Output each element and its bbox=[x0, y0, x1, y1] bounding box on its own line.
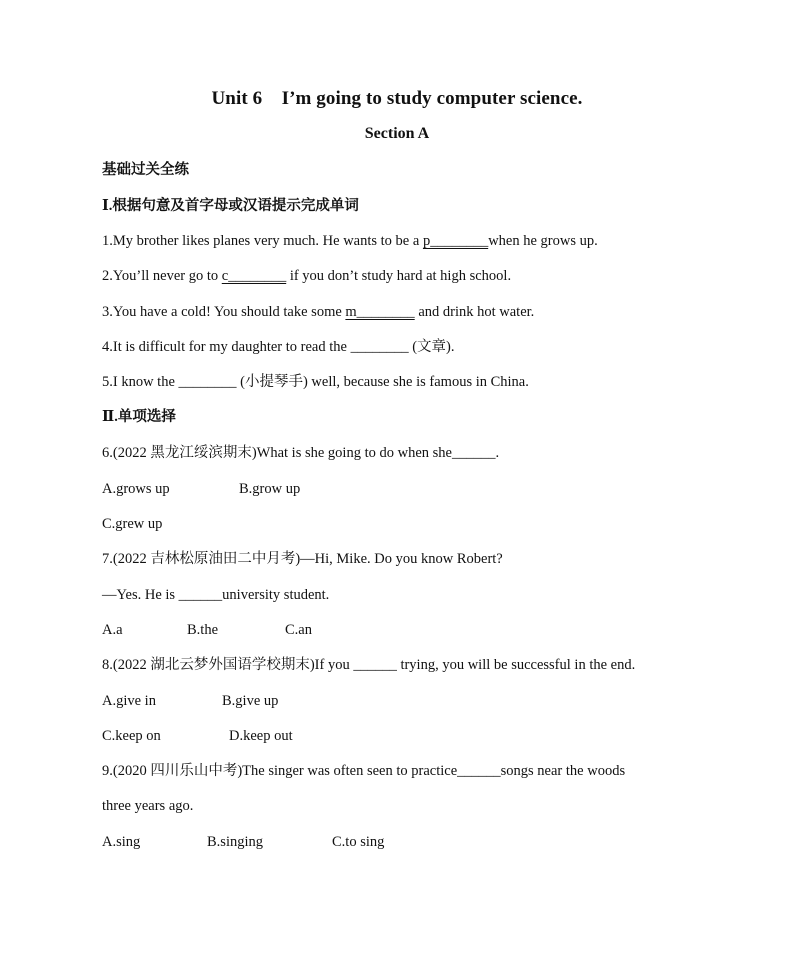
question-2 bbox=[102, 266, 511, 286]
question-text: and drink hot water. bbox=[414, 304, 535, 320]
q9-option-a: A.sing bbox=[102, 834, 141, 850]
q6-option-c: C.grew up bbox=[102, 516, 163, 532]
question-text: 3.You have a cold! You should take some bbox=[102, 304, 346, 320]
q8-option-d: D.keep out bbox=[229, 728, 293, 744]
q7-option-a: A.a bbox=[102, 622, 123, 638]
question-text: when he grows up. bbox=[488, 233, 598, 249]
exercise-heading: 基础过关全练 bbox=[102, 162, 189, 178]
q8-option-a: A.give in bbox=[102, 693, 156, 709]
question-3 bbox=[102, 302, 534, 322]
question-text: 1.My brother likes planes very much. He wants to be a bbox=[102, 233, 423, 249]
question-text: if you don’t study hard at high school. bbox=[286, 268, 512, 284]
q7-option-c: C.an bbox=[285, 622, 312, 638]
unit-title: Unit 6 I’m going to study computer science. bbox=[211, 88, 583, 109]
question-5: 5.I know the ________ (小提琴手) well, because she is famous in China. bbox=[102, 374, 529, 390]
question-4: 4.It is difficult for my daughter to read the ________ (文章). bbox=[102, 339, 455, 355]
question-6: 6.(2022 黑龙江绥滨期末)What is she going to do when she______. bbox=[102, 445, 500, 461]
q8-option-c: C.keep on bbox=[102, 728, 161, 744]
q9-option-c: C.to sing bbox=[332, 834, 385, 850]
q7-option-b: B.the bbox=[187, 622, 219, 638]
question-9-continued: three years ago. bbox=[102, 798, 194, 814]
answer-blank: m________ bbox=[345, 304, 415, 320]
answer-blank: p________ bbox=[422, 233, 489, 249]
part1-title: Ⅰ.根据句意及首字母或汉语提示完成单词 bbox=[102, 198, 359, 214]
question-8: 8.(2022 湖北云梦外国语学校期末)If you ______ trying, you will be successful in the end. bbox=[102, 657, 636, 673]
part2-title: Ⅱ.单项选择 bbox=[102, 409, 176, 425]
question-7-response: —Yes. He is ______university student. bbox=[102, 587, 330, 603]
q8-option-b: B.give up bbox=[222, 693, 279, 709]
question-7: 7.(2022 吉林松原油田二中月考)—Hi, Mike. Do you know Robert? bbox=[102, 551, 503, 567]
question-1 bbox=[102, 231, 598, 251]
q6-option-b: B.grow up bbox=[239, 481, 301, 497]
q6-option-a: A.grows up bbox=[102, 481, 170, 497]
question-9: 9.(2020 四川乐山中考)The singer was often seen to practice______songs near the woods bbox=[102, 763, 626, 779]
q9-option-b: B.singing bbox=[207, 834, 263, 850]
question-text: 2.You’ll never go to bbox=[102, 268, 222, 284]
answer-blank: c________ bbox=[221, 268, 287, 284]
section-title: Section A bbox=[364, 125, 430, 142]
